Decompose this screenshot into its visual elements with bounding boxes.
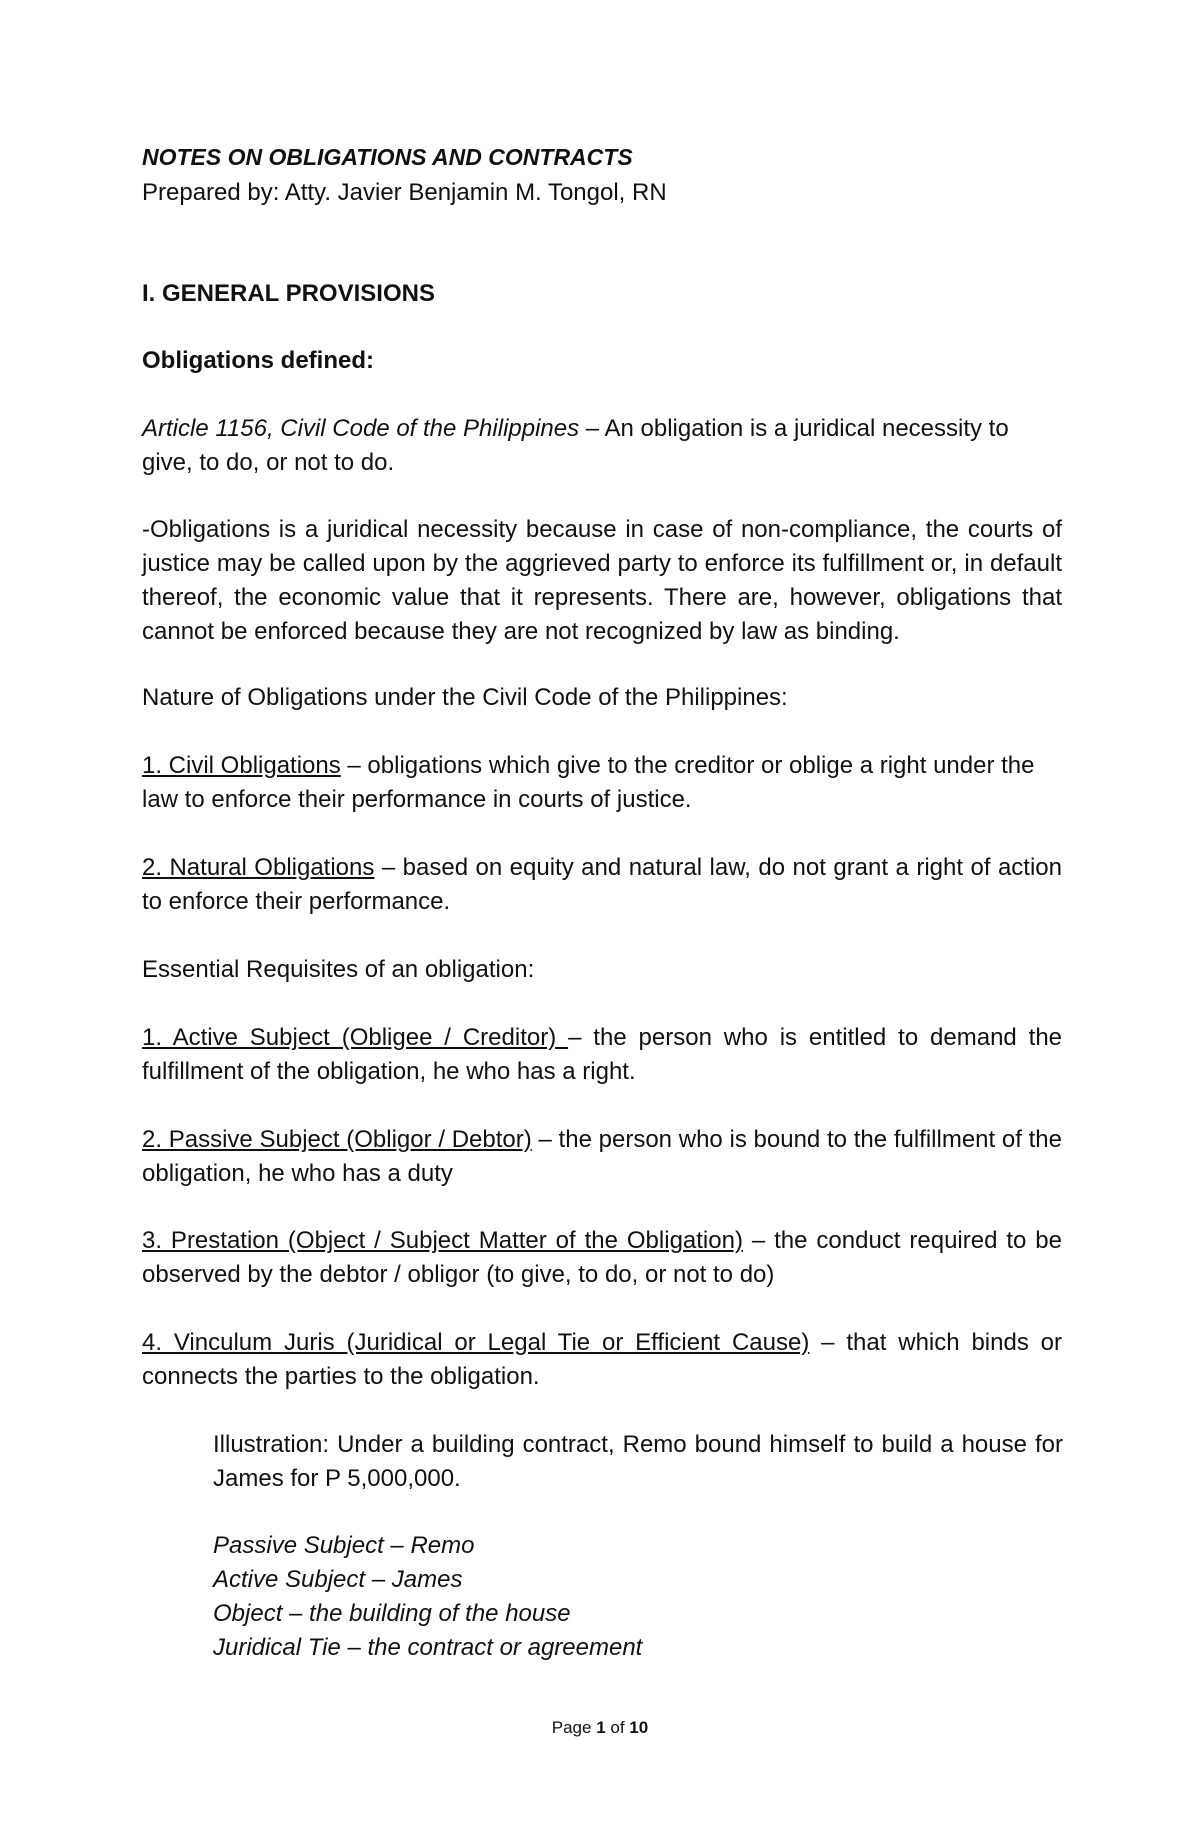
list-item-term: 1. Active Subject (Obligee / Creditor) xyxy=(142,1024,569,1051)
list-item-term: 1. Civil Obligations xyxy=(142,752,341,779)
article-paragraph xyxy=(142,412,1062,480)
list-item xyxy=(142,749,1062,817)
page-footer xyxy=(0,1718,1200,1738)
list-item xyxy=(142,1021,1062,1089)
illustration-line: Passive Subject – Remo xyxy=(213,1532,475,1559)
list-item xyxy=(142,1224,1062,1292)
illustration-line: Active Subject – James xyxy=(213,1566,463,1593)
list-item-desc: – the person who is entitled to demand the fulfillment of the obligation, he who has a right. xyxy=(142,1024,1063,1085)
illustration-paragraph: Illustration: Under a building contract, Remo bound himself to build a house for James for P 5,000,000. xyxy=(213,1431,1063,1492)
list-item-term: 2. Natural Obligations xyxy=(142,854,375,881)
list-item-term: 3. Prestation (Object / Subject Matter of the Obligation) xyxy=(142,1227,743,1254)
section-heading: I. GENERAL PROVISIONS xyxy=(142,280,435,307)
illustration-line: Object – the building of the house xyxy=(213,1600,571,1627)
list-item xyxy=(142,1123,1062,1191)
list-item xyxy=(142,851,1062,919)
article-text: – An obligation is a juridical necessity to give, to do, or not to do. xyxy=(142,415,1009,476)
list-item xyxy=(142,1326,1062,1394)
requisites-intro: Essential Requisites of an obligation: xyxy=(142,956,535,983)
illustration-list xyxy=(213,1529,1063,1665)
document-title: NOTES ON OBLIGATIONS AND CONTRACTS xyxy=(142,144,633,170)
list-item-term: 4. Vinculum Juris (Juridical or Legal Tie or Efficient Cause) xyxy=(142,1329,810,1356)
subheading-obligations-defined: Obligations defined: xyxy=(142,347,374,374)
list-item-term: 2. Passive Subject (Obligor / Debtor) xyxy=(142,1126,532,1153)
page-number: 1 xyxy=(596,1718,606,1737)
list-item-desc: – the person who is bound to the fulfillment of the obligation, he who has a duty xyxy=(142,1126,1062,1187)
page-label: Page xyxy=(551,1718,597,1737)
article-citation: Article 1156, Civil Code of the Philippines xyxy=(142,415,580,442)
list-item-desc: – based on equity and natural law, do not grant a right of action to enforce their performance. xyxy=(142,854,1062,915)
of-label: of xyxy=(605,1718,630,1737)
explanation-paragraph: -Obligations is a juridical necessity because in case of non-compliance, the courts of justice may be called upon by the aggrieved party to enforce its fulfillment or, in default thereof, the economic value that it represents. There are, however, obligations that cannot be enforced because they are not recognized by law as binding. xyxy=(142,516,1062,645)
list-item-desc: – the conduct required to be observed by the debtor / obligor (to give, to do, or not to do) xyxy=(142,1227,1062,1288)
list-item-desc: – that which binds or connects the parties to the obligation. xyxy=(142,1329,1063,1390)
list-item-desc: – obligations which give to the creditor or oblige a right under the law to enforce their performance in courts of justice. xyxy=(142,752,1035,813)
prepared-by: Prepared by: Atty. Javier Benjamin M. Tongol, RN xyxy=(142,179,667,206)
nature-intro: Nature of Obligations under the Civil Code of the Philippines: xyxy=(142,684,788,711)
total-pages: 10 xyxy=(629,1718,649,1737)
illustration-line: Juridical Tie – the contract or agreement xyxy=(213,1634,643,1661)
